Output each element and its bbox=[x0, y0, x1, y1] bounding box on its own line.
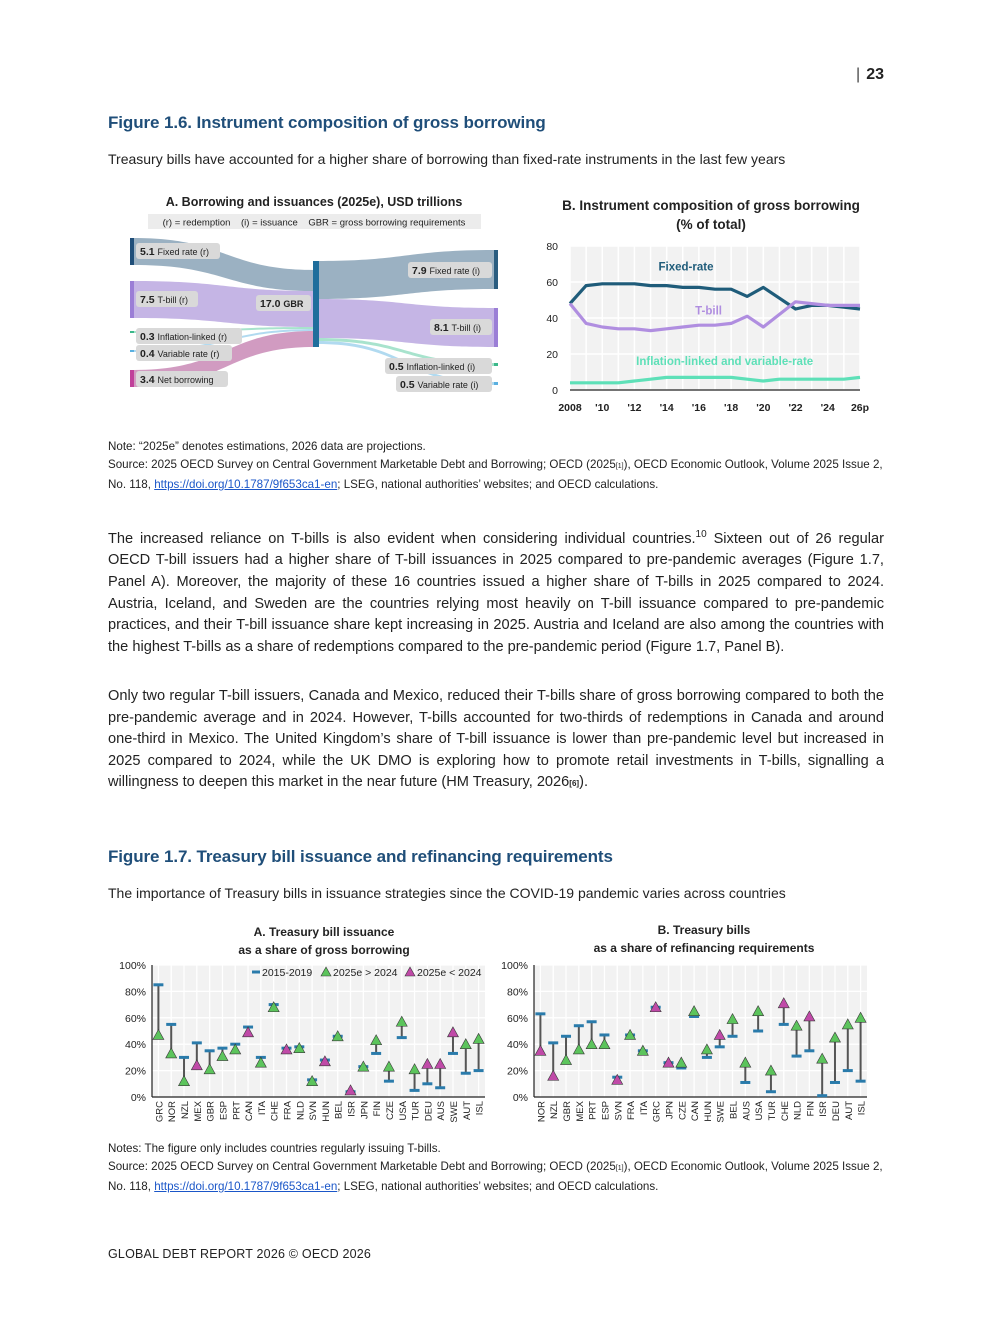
x-category-label: SWE bbox=[715, 1101, 727, 1123]
source-label: Inflation-linked (r) bbox=[157, 332, 228, 342]
x-tick-label: '14 bbox=[659, 402, 674, 414]
source-line: Source: 2025 OECD Survey on Central Government Marketable Debt and Borrowing; OECD (2025[1]), OECD Economic Outlook, Volume 2025 Issue 2, No. 118, https://doi.org/10.1787/9f653ca1-en; LSEG, national authorities’ websites; and OECD calculations. bbox=[108, 458, 883, 491]
x-tick-label: '10 bbox=[595, 402, 610, 414]
target-value: 8.1 bbox=[434, 322, 449, 334]
fig17-panel-a-title-line1: A. Treasury bill issuance bbox=[253, 925, 395, 939]
x-category-label: ISR bbox=[346, 1101, 358, 1117]
x-category-label: NZL bbox=[549, 1101, 561, 1119]
x-category-label: AUS bbox=[741, 1101, 753, 1121]
x-category-label: ISR bbox=[818, 1101, 830, 1117]
svg-text:3.4 Net borrowing bbox=[140, 374, 214, 386]
panel-a-legend: (r) = redemption (i) = issuance GBR = gross borrowing requirements bbox=[162, 217, 466, 229]
figure-1-7-notes bbox=[108, 1140, 884, 1196]
x-category-label: USA bbox=[397, 1101, 409, 1121]
series-label: Inflation-linked and variable-rate bbox=[636, 355, 814, 368]
series-label: T-bill bbox=[695, 305, 722, 318]
svg-text:0.4 Variable rate (r) bbox=[140, 348, 219, 360]
x-category-label: GBR bbox=[562, 1101, 574, 1122]
figure-1-6-subtitle: Treasury bills have accounted for a higher share of borrowing than fixed-rate instruments in the last few years bbox=[108, 151, 786, 167]
x-category-label: ESP bbox=[600, 1101, 612, 1121]
source-value: 3.4 bbox=[140, 374, 155, 386]
x-category-label: GBR bbox=[205, 1101, 217, 1122]
x-category-label: FRA bbox=[282, 1101, 294, 1120]
fig17-panel-b-title-line2: as a share of refinancing requirements bbox=[593, 941, 815, 955]
panel-b-title-line1: B. Instrument composition of gross borrowing bbox=[562, 198, 860, 213]
x-category-label: FRA bbox=[626, 1101, 638, 1120]
note-line: Notes: The figure only includes countries regularly issuing T-bills. bbox=[108, 1142, 441, 1155]
x-tick-label: 26p bbox=[850, 402, 870, 414]
x-category-label: SWE bbox=[448, 1101, 460, 1123]
x-category-label: FIN bbox=[805, 1101, 817, 1117]
node-net-borrowing bbox=[130, 370, 134, 387]
x-category-label: MEX bbox=[574, 1101, 586, 1122]
y-tick-label: 60 bbox=[546, 277, 558, 289]
source-value: 7.5 bbox=[140, 294, 155, 306]
x-category-label: HUN bbox=[702, 1101, 714, 1122]
x-category-label: ITA bbox=[256, 1101, 268, 1116]
x-category-label: HUN bbox=[320, 1101, 332, 1122]
x-category-label: SVN bbox=[308, 1101, 320, 1121]
plot-background bbox=[534, 965, 867, 1097]
sankey-panel-a bbox=[126, 190, 506, 400]
svg-text:0.5 Inflation-linked (i) bbox=[389, 361, 475, 373]
y-tick-label: 80% bbox=[506, 986, 528, 999]
gbr-value: 17.0 bbox=[260, 298, 281, 310]
svg-text:0.5 Variable rate (i) bbox=[400, 379, 478, 391]
x-tick-label: 2008 bbox=[558, 402, 582, 414]
x-category-label: DEU bbox=[830, 1101, 842, 1122]
node-inflation-r bbox=[130, 331, 134, 333]
svg-text:0.3 Inflation-linked (r) bbox=[140, 331, 227, 343]
target-label: Fixed rate (i) bbox=[429, 266, 481, 276]
y-tick-label: 0% bbox=[512, 1092, 528, 1104]
x-category-label: DEU bbox=[423, 1101, 435, 1122]
x-category-label: NOR bbox=[536, 1101, 548, 1123]
x-tick-label: '20 bbox=[756, 402, 771, 414]
svg-text:8.1 T-bill (i) bbox=[434, 322, 481, 334]
dot-chart-panel-a bbox=[110, 920, 495, 1125]
x-category-label: CAN bbox=[244, 1101, 256, 1122]
figure-1-6-notes bbox=[108, 438, 884, 494]
node-variable-r bbox=[130, 350, 134, 352]
paragraph-2: Only two regular T-bill issuers, Canada and Mexico, reduced their T-bills share of gross borrowing compared to both the pre-pandemic average and in 2024. However, T-bills accounted for two-thirds of redemptions in Canada and around one-third in Mexico. The United Kingdom’s share of T-bill issuance is lower than pre-pandemic level but increased in 2025 compared to 2024, while the UK DMO is exploring how to promote retail investments in T-bills, signalling a willingness to deepen this market in the near future (HM Treasury, 2026[6]). bbox=[108, 688, 884, 791]
x-category-label: ESP bbox=[218, 1101, 230, 1121]
legend-pre-label: 2015-2019 bbox=[262, 967, 313, 979]
legend-up-label: 2025e > 2024 bbox=[333, 967, 398, 979]
x-category-label: TUR bbox=[766, 1101, 778, 1121]
x-category-label: CZE bbox=[677, 1101, 689, 1120]
x-category-label: BEL bbox=[728, 1101, 740, 1119]
x-tick-label: '12 bbox=[627, 402, 642, 414]
figure-1-7-title: Figure 1.7. Treasury bill issuance and refinancing requirements bbox=[108, 847, 613, 866]
target-label: Inflation-linked (i) bbox=[406, 362, 476, 372]
source-label: Fixed rate (r) bbox=[157, 247, 210, 257]
target-value: 7.9 bbox=[412, 265, 427, 277]
y-tick-label: 40% bbox=[506, 1039, 528, 1052]
target-label: T-bill (i) bbox=[451, 323, 482, 333]
gbr-label: GBR bbox=[283, 299, 304, 309]
paragraph-1: The increased reliance on T-bills is also evident when considering individual countries.$^{10}$ Sixteen out of 26 regular OECD T-bill issuers had a higher share of T-bill issuances in 2025 compared to pre-pandemic averages (Figure 1.7, Panel A). Moreover, the majority of these 16 countries issued a higher share of T-bills in 2025 compared to 2024. Austria, Iceland, and Sweden are the countries relying most heavily on T-bill issuance compared to pre-pandemic practices, and their T-bill issuance share kept increasing in 2025. Austria and Iceland are also among the countries with the highest T-bills as a share of redemptions compared to the pre-pandemic period (Figure 1.7, Panel B). bbox=[108, 529, 884, 655]
note-line: Note: “2025e” denotes estimations, 2026 data are projections. bbox=[108, 440, 426, 453]
x-tick-label: '16 bbox=[691, 402, 706, 414]
y-tick-label: 80% bbox=[124, 986, 146, 999]
x-category-label: AUT bbox=[843, 1101, 855, 1120]
x-category-label: FIN bbox=[372, 1101, 384, 1117]
node-inflation-i bbox=[494, 363, 498, 366]
svg-text:7.9 Fixed rate (i) bbox=[412, 265, 480, 277]
page-footer: GLOBAL DEBT REPORT 2026 © OECD 2026 bbox=[108, 1247, 372, 1261]
source-label: T-bill (r) bbox=[157, 295, 189, 305]
x-category-label: MEX bbox=[192, 1101, 204, 1122]
x-tick-label: '24 bbox=[820, 402, 835, 414]
figure-1-7-subtitle: The importance of Treasury bills in issuance strategies since the COVID-19 pandemic varies across countries bbox=[108, 885, 786, 901]
panel-a-title: A. Borrowing and issuances (2025e), USD trillions bbox=[165, 195, 463, 209]
x-category-label: BEL bbox=[333, 1101, 345, 1119]
doi-link[interactable]: https://doi.org/10.1787/9f653ca1-en bbox=[154, 478, 338, 491]
panel-b-title-line2: (% of total) bbox=[676, 217, 746, 232]
x-category-label: GRC bbox=[154, 1101, 166, 1123]
x-category-label: NLD bbox=[295, 1101, 307, 1121]
source-value: 0.3 bbox=[140, 331, 155, 343]
source-label: Net borrowing bbox=[157, 375, 214, 385]
target-label: Variable rate (i) bbox=[417, 380, 479, 390]
x-category-label: TUR bbox=[410, 1101, 422, 1121]
x-category-label: NOR bbox=[167, 1101, 179, 1123]
svg-text:5.1 Fixed rate (r) bbox=[140, 246, 209, 258]
node-tbill-r bbox=[130, 281, 134, 318]
doi-link[interactable]: https://doi.org/10.1787/9f653ca1-en bbox=[154, 1180, 338, 1193]
x-tick-label: '18 bbox=[724, 402, 739, 414]
x-category-label: PRT bbox=[587, 1101, 599, 1120]
fig17-panel-b-title-line1: B. Treasury bills bbox=[657, 923, 751, 937]
x-category-label: CHE bbox=[269, 1101, 281, 1122]
dot-chart-panel-b bbox=[492, 920, 877, 1125]
x-category-label: JPN bbox=[359, 1101, 371, 1119]
line-chart-panel-b bbox=[530, 194, 875, 418]
x-category-label: ITA bbox=[638, 1101, 650, 1116]
node-variable-i bbox=[494, 382, 498, 385]
y-tick-label: 20% bbox=[506, 1065, 528, 1078]
fig17-panel-a-title-line2: as a share of gross borrowing bbox=[238, 943, 410, 957]
node-fixed-r bbox=[130, 238, 134, 265]
x-category-label: SVN bbox=[613, 1101, 625, 1121]
x-category-label: CHE bbox=[779, 1101, 791, 1122]
source-label: Variable rate (r) bbox=[157, 349, 220, 359]
x-category-label: NZL bbox=[180, 1101, 192, 1119]
x-category-label: CAN bbox=[690, 1101, 702, 1122]
target-value: 0.5 bbox=[389, 361, 404, 373]
y-tick-label: 60% bbox=[506, 1012, 528, 1025]
source-value: 5.1 bbox=[140, 246, 155, 258]
x-category-label: CZE bbox=[384, 1101, 396, 1120]
y-tick-label: 100% bbox=[501, 960, 528, 972]
y-tick-label: 20% bbox=[124, 1065, 146, 1078]
svg-text:7.5 T-bill (r) bbox=[140, 294, 188, 306]
source-line: Source: 2025 OECD Survey on Central Government Marketable Debt and Borrowing; OECD (2025[1]), OECD Economic Outlook, Volume 2025 Issue 2, No. 118, https://doi.org/10.1787/9f653ca1-en; LSEG, national authorities’ websites; and OECD calculations. bbox=[108, 1160, 883, 1193]
x-category-label: ISL bbox=[474, 1101, 486, 1116]
y-tick-label: 100% bbox=[119, 960, 146, 972]
figure-1-6-title: Figure 1.6. Instrument composition of gross borrowing bbox=[108, 113, 546, 132]
y-tick-label: 0 bbox=[552, 385, 558, 397]
x-tick-label: '22 bbox=[788, 402, 803, 414]
plot-background bbox=[152, 965, 485, 1097]
x-category-label: PRT bbox=[231, 1101, 243, 1120]
y-tick-label: 0% bbox=[130, 1092, 146, 1104]
node-fixed-i bbox=[494, 250, 498, 289]
y-tick-label: 80 bbox=[546, 241, 558, 253]
x-category-label: NLD bbox=[792, 1101, 804, 1121]
source-value: 0.4 bbox=[140, 348, 155, 360]
node-gbr bbox=[313, 261, 319, 347]
node-tbill-i bbox=[494, 308, 498, 347]
x-category-label: ISL bbox=[856, 1101, 868, 1116]
target-value: 0.5 bbox=[400, 379, 415, 391]
x-category-label: USA bbox=[754, 1101, 766, 1121]
x-category-label: AUS bbox=[436, 1101, 448, 1121]
x-category-label: JPN bbox=[664, 1101, 676, 1119]
x-category-label: GRC bbox=[651, 1101, 663, 1123]
legend-down-label: 2025e < 2024 bbox=[417, 967, 482, 979]
series-label: Fixed-rate bbox=[658, 261, 714, 274]
y-tick-label: 40 bbox=[546, 313, 558, 325]
y-tick-label: 60% bbox=[124, 1012, 146, 1025]
y-tick-label: 40% bbox=[124, 1039, 146, 1052]
y-tick-label: 20 bbox=[546, 349, 558, 361]
page-number: | 23 bbox=[856, 66, 884, 83]
x-category-label: AUT bbox=[461, 1101, 473, 1120]
svg-text:17.0 GBR bbox=[260, 298, 304, 310]
